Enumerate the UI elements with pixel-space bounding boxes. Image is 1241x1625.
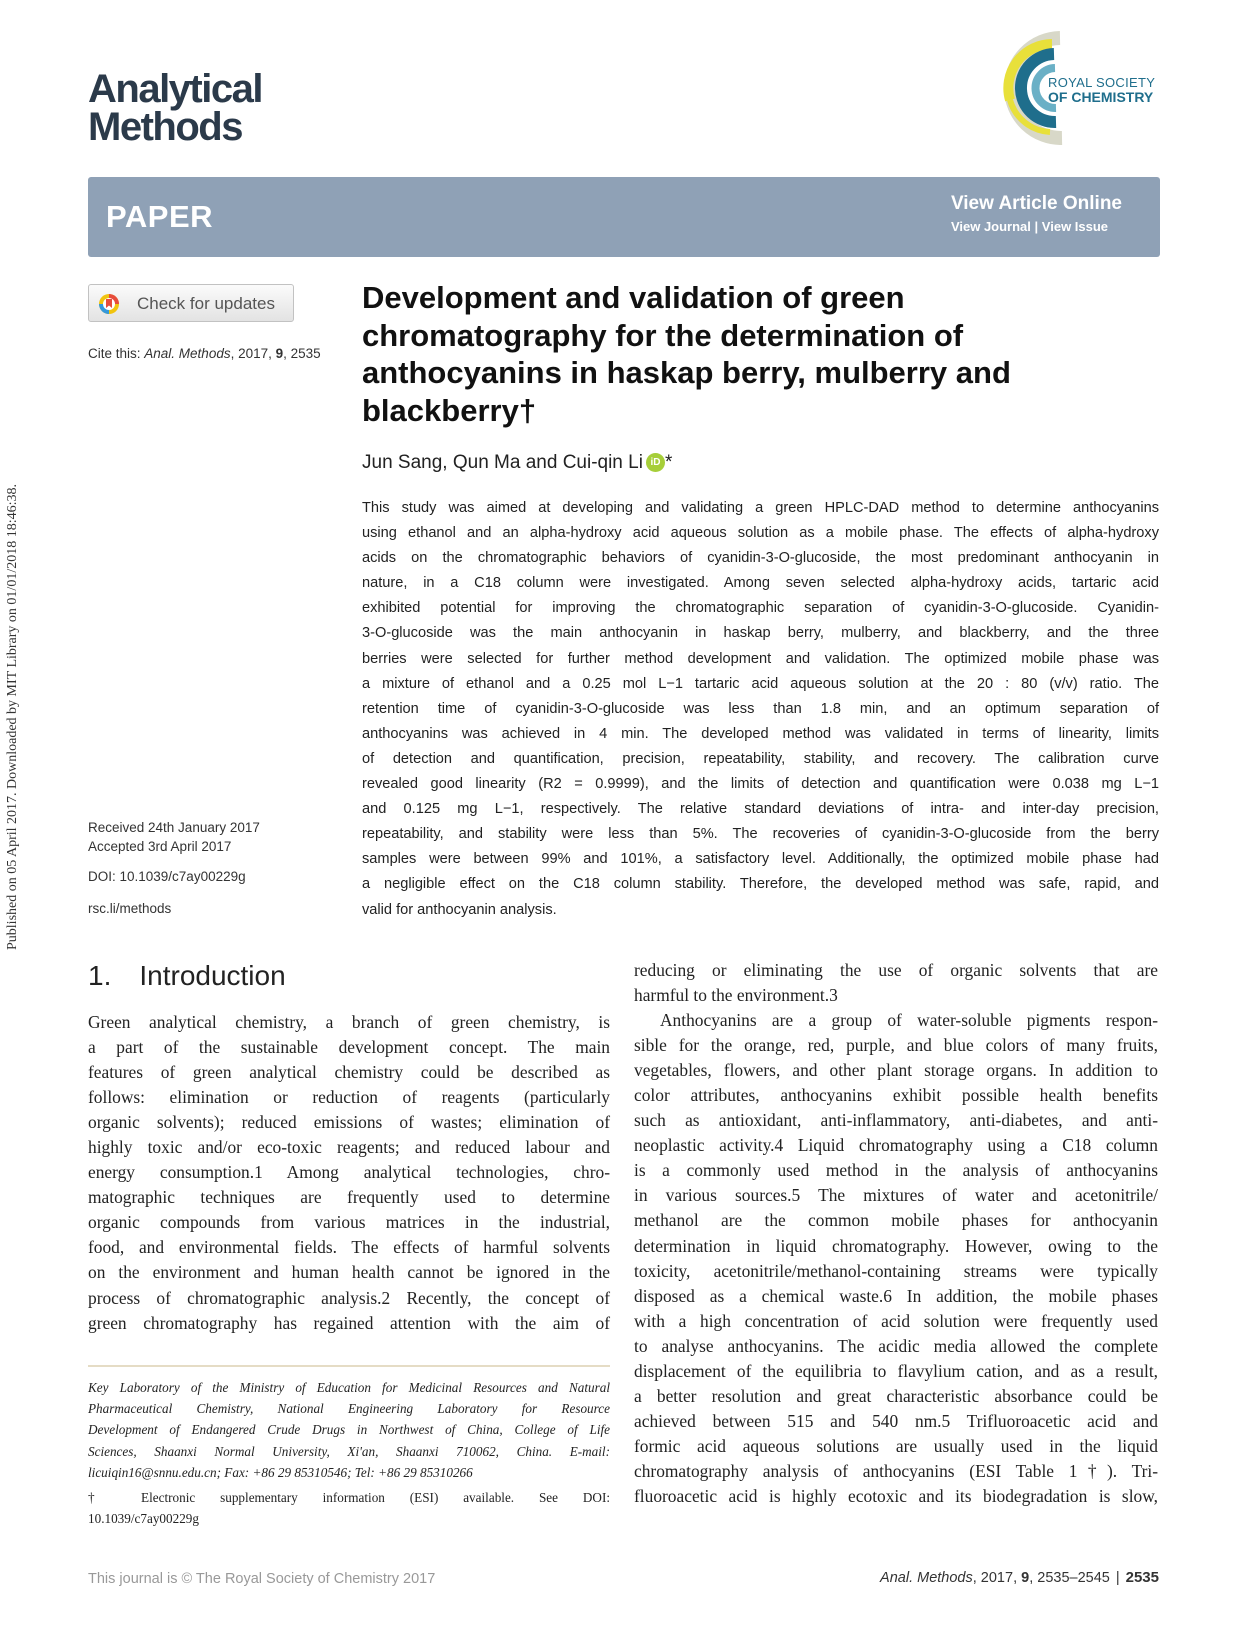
abstract-line: retention time of cyanidin-3-O-glucoside was less than 1.8 min, and an optimum separation of (362, 700, 1159, 717)
abstract (362, 496, 1159, 923)
body-line: features of green analytical chemistry could be described as (88, 1062, 610, 1083)
body-line: harmful to the environment.3 (634, 985, 838, 1006)
footnote-line: Key Laboratory of the Ministry of Education for Medicinal Resources and Natural (88, 1380, 610, 1395)
footnote-divider (88, 1365, 610, 1367)
abstract-line: repeatability, and stability were less than 5%. The recoveries of cyanidin-3-O-glucoside from the berry (362, 826, 1159, 843)
footnote-line: Pharmaceutical Chemistry, National Engineering Laboratory for Resource (88, 1401, 610, 1417)
page-number: 2535 (1125, 1569, 1159, 1586)
article-type-label: PAPER (106, 199, 214, 234)
check-for-updates-button[interactable] (88, 284, 294, 322)
rsc-logo[interactable] (990, 30, 1165, 145)
body-line: formic acid aqueous solutions are usually used in the liquid (634, 1435, 1158, 1456)
section-heading-introduction (88, 960, 286, 992)
footnote-line: licuiqin16@snnu.edu.cn; Fax: +86 29 85310546; Tel: +86 29 85310266 (88, 1464, 473, 1480)
esi-footnote (88, 1487, 610, 1529)
copyright-footer: This journal is © The Royal Society of Chemistry 2017 (88, 1571, 436, 1587)
body-line: achieved between 515 and 540 nm.5 Trifluoroacetic acid and (634, 1410, 1158, 1431)
body-line: vegetables, flowers, and other plant storage organs. In addition to (634, 1060, 1158, 1081)
abstract-line: nature, in a C18 column were investigated. Among seven selected alpha-hydroxy acids, tartaric acid (362, 575, 1159, 592)
paper-banner (88, 177, 1160, 257)
body-line: fluoroacetic acid is highly ecotoxic and its biodegradation is slow, (634, 1485, 1158, 1506)
abstract-line: This study was aimed at developing and validating a green HPLC-DAD method to determine anthocyanins (362, 500, 1159, 516)
body-line: energy consumption.1 Among analytical technologies, chro- (88, 1162, 610, 1183)
body-line: chromatography analysis of anthocyanins (ESI Table 1†). Tri- (634, 1460, 1158, 1481)
body-line: color attributes, anthocyanins exhibit possible health benefits (634, 1085, 1158, 1106)
body-line: methanol are the common mobile phases for anthocyanin (634, 1210, 1158, 1231)
abstract-line: using ethanol and an alpha-hydroxy acid aqueous solution as a mobile phase. The effects of alpha-hydroxy (362, 525, 1159, 542)
doi[interactable]: DOI: 10.1039/c7ay00229g (88, 869, 246, 884)
footnotes (88, 1377, 610, 1529)
view-journal-link[interactable]: View Journal (950, 219, 1031, 234)
received-accepted-dates (88, 818, 260, 856)
abstract-line: 3-O-glucoside was the main anthocyanin in haskap berry, mulberry, and blackberry, and the three (362, 625, 1159, 642)
introduction-right-column (634, 958, 1158, 1509)
abstract-line: a negligible effect on the C18 column stability. Therefore, the developed method was safe, rapid, and (362, 876, 1159, 893)
body-line: on the environment and human health cannot be ignored in the (88, 1262, 610, 1283)
journal-title-line1: Analytical (88, 67, 262, 111)
body-line: to analyse anthocyanins. The acidic media allowed the complete (634, 1335, 1158, 1356)
body-line: green chromatography has regained attention with the aim of (88, 1312, 610, 1333)
body-line: Green analytical chemistry, a branch of green chemistry, is (88, 1012, 610, 1032)
body-line: highly toxic and/or eco-toxic reagents; and reduced labour and (88, 1137, 610, 1158)
authors-text: Jun Sang, Qun Ma and Cui-qin Li (362, 452, 643, 473)
footnote-line: 10.1039/c7ay00229g (88, 1511, 199, 1527)
link-separator: | (1034, 219, 1039, 234)
abstract-line: berries were selected for further method development and validation. The optimized mobile phase was (362, 650, 1159, 667)
accepted-date: Accepted 3rd April 2017 (88, 839, 232, 854)
body-line: is a commonly used method in the analysis of anthocyanins (634, 1160, 1158, 1181)
abstract-line: of detection and quantification, precision, repeatability, stability, and recovery. The calibration curve (362, 750, 1159, 767)
article-title: Development and validation of green chromatography for the determination of anthocyanins in haskap berry, mulberry and blackberry† (362, 280, 1011, 428)
footnote-line: Development of Endangered Crude Drugs in Northwest of China, College of Life (88, 1422, 610, 1438)
body-line: Anthocyanins are a group of water-soluble pigments respon- (660, 1010, 1158, 1031)
body-line: determination in liquid chromatography. However, owing to the (634, 1235, 1158, 1256)
abstract-line: anthocyanins was achieved in 4 min. The developed method was validated in terms of linearity, limits (362, 725, 1159, 742)
body-line: sible for the orange, red, purple, and blue colors of many fruits, (634, 1035, 1158, 1056)
citation-info: Cite this: Anal. Methods, 2017, 9, 2535 (88, 346, 321, 361)
body-line: organic solvents); reduced emissions of wastes; elimination of (88, 1112, 610, 1133)
check-for-updates-label: Check for updates (137, 294, 275, 313)
view-links (951, 193, 1122, 234)
footnote-line: Sciences, Shaanxi Normal University, Xi'an, Shaanxi 710062, China. E-mail: (88, 1443, 610, 1459)
abstract-line: exhibited potential for improving the chromatographic separation of cyanidin-3-O-glucoside. Cyanidin- (362, 600, 1159, 617)
body-line: disposed as a chemical waste.6 In addition, the mobile phases (634, 1285, 1158, 1306)
section-title: Introduction (139, 960, 286, 991)
abstract-line: acids on the chromatographic behaviors of cyanidin-3-O-glucoside, the most predominant anthocyanin in (362, 550, 1159, 567)
body-line: a better resolution and great characteristic absorbance could be (634, 1385, 1158, 1406)
body-line: food, and environmental fields. The effects of harmful solvents (88, 1237, 610, 1258)
body-line: neoplastic activity.4 Liquid chromatography using a C18 column (634, 1135, 1158, 1156)
introduction-left-column (88, 1010, 610, 1336)
abstract-line: revealed good linearity (R2 = 0.9999), and the limits of detection and quantification were 0.038 mg L−1 (362, 776, 1159, 793)
crossmark-icon (98, 293, 120, 315)
author-list (362, 452, 672, 474)
abstract-line: valid for anthocyanin analysis. (362, 901, 557, 918)
body-line: such as antioxidant, anti-inflammatory, anti-diabetes, and anti- (634, 1110, 1158, 1131)
rsc-wordmark: ROYAL SOCIETY OF CHEMISTRY (1048, 75, 1156, 105)
body-line: follows: elimination or reduction of reagents (particularly (88, 1087, 610, 1108)
corresponding-mark: * (664, 452, 673, 473)
received-date: Received 24th January 2017 (88, 820, 260, 835)
footnote-line: † Electronic supplementary information (ESI) available. See DOI: (88, 1489, 610, 1505)
body-line: displacement of the equilibria to flavylium cation, and as a result, (634, 1360, 1158, 1381)
abstract-line: a mixture of ethanol and a 0.25 mol L−1 tartaric acid aqueous solution at the 20 : 80 (v/v) ratio. The (362, 675, 1159, 692)
body-line: organic compounds from various matrices in the industrial, (88, 1212, 610, 1233)
section-number: 1. (88, 960, 112, 991)
abstract-line: and 0.125 mg L−1, respectively. The relative standard deviations of intra- and inter-day precision, (362, 801, 1159, 818)
affiliation-footnote (88, 1377, 610, 1483)
journal-title-line2: Methods (88, 105, 242, 149)
journal-link[interactable]: rsc.li/methods (88, 901, 172, 916)
body-line: with a high concentration of acid solution were frequently used (634, 1310, 1158, 1331)
body-line: process of chromatographic analysis.2 Recently, the concept of (88, 1287, 610, 1308)
abstract-line: samples were between 99% and 101%, a satisfactory level. Additionally, the optimized mobile phase had (362, 851, 1159, 868)
body-line: reducing or eliminating the use of organic solvents that are (634, 960, 1158, 980)
journal-title (88, 67, 262, 149)
view-article-online-link[interactable]: View Article Online (950, 193, 1122, 214)
download-watermark: Published on 05 April 2017. Downloaded by MIT Library on 01/01/2018 18:46:38. (5, 484, 20, 950)
view-issue-link[interactable]: View Issue (1041, 219, 1109, 234)
page-footer: Anal. Methods, 2017, 9, 2535–2545 | 2535 (880, 1569, 1159, 1586)
body-line: a part of the sustainable development concept. The main (88, 1037, 610, 1058)
body-line: matographic techniques are frequently used to determine (88, 1187, 610, 1208)
body-line: toxicity, acetonitrile/methanol-containing streams were typically (634, 1260, 1158, 1281)
orcid-icon[interactable]: iD (646, 453, 665, 472)
body-line: in various sources.5 The mixtures of water and acetonitrile/ (634, 1185, 1158, 1206)
